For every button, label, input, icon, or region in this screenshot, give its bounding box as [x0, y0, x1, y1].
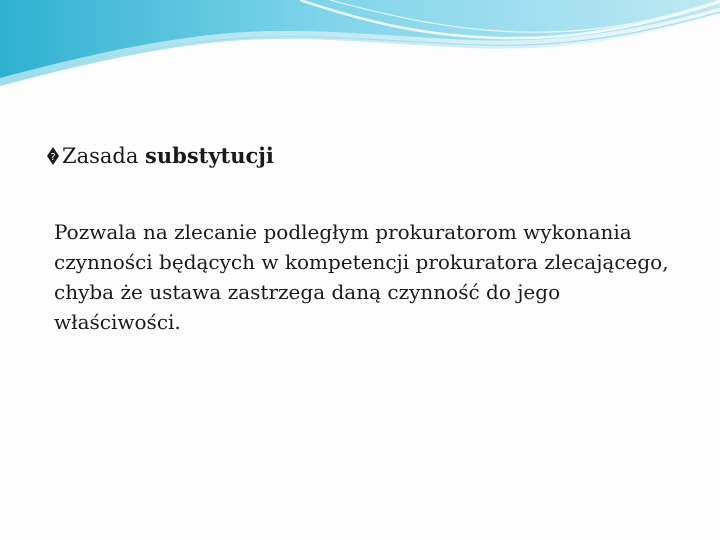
body-paragraph: Pozwala na zlecanie podległym prokuratorom wykonania czynności będących w kompetencji prokuratora zlecającego, chyba że ustawa zastrzega daną czynność do jego właściwości. [54, 220, 669, 334]
replacement-glyph-icon [46, 146, 60, 166]
slide-title [46, 141, 274, 171]
svg-text:?: ? [50, 152, 56, 163]
title-bold: substytucji [145, 143, 274, 168]
title-plain: Zasada [62, 144, 146, 168]
header-wave-decoration [0, 0, 720, 90]
